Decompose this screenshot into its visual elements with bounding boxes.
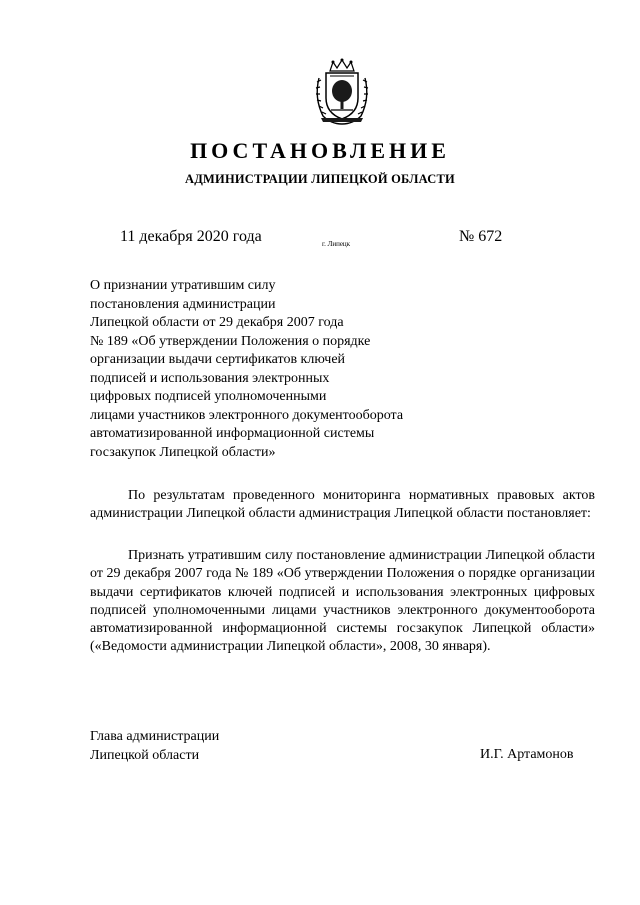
- signatory-position: [90, 728, 219, 765]
- document-number: № 672: [459, 228, 503, 245]
- signatory-name: И.Г. Артамонов: [480, 747, 574, 762]
- heading-line: цифровых подписей уполномоченными: [90, 389, 327, 404]
- heading-line: Липецкой области от 29 декабря 2007 года: [90, 315, 344, 330]
- heading-line: автоматизированной информационной системы: [90, 426, 375, 441]
- heading-line: подписей и использования электронных: [90, 370, 330, 386]
- heading-line: № 189 «Об утверждении Положения о порядке: [90, 333, 371, 349]
- signatory-position-line: Липецкой области: [90, 747, 200, 763]
- resolution-paragraph: Признать утратившим силу постановление администрации Липецкой области от 29 декабря 2007 года № 189 «Об утверждении Положения о порядке организации выдачи сертификатов ключей подписей и использования электронных цифровых подписей уполномоченными лицами участников электронного документооборота автоматизированной информационной системы госзакупок Липецкой области» («Ведомости администрации Липецкой области», 2008, 30 января).: [90, 548, 595, 655]
- heading-line: организации выдачи сертификатов ключей: [90, 352, 346, 367]
- heading-line: О признании утратившим силу: [90, 278, 276, 293]
- signatory-position-line: Глава администрации: [90, 729, 220, 744]
- document-date: 11 декабря 2020 года: [120, 228, 262, 245]
- heading-line: постановления администрации: [90, 296, 276, 312]
- document-title: ПОСТАНОВЛЕНИЕ: [190, 138, 450, 163]
- issuing-authority: АДМИНИСТРАЦИИ ЛИПЕЦКОЙ ОБЛАСТИ: [185, 172, 455, 186]
- heading-line: госзакупок Липецкой области»: [90, 444, 276, 460]
- heading-line: лицами участников электронного документооборота: [90, 407, 404, 423]
- preamble-paragraph: По результатам проведенного мониторинга нормативных правовых актов администрации Липецкой области администрация Липецкой области постановляет:: [90, 488, 595, 522]
- coat-of-arms-icon: [311, 58, 373, 126]
- document-city: г. Липецк: [322, 240, 351, 248]
- document-heading: [90, 277, 470, 462]
